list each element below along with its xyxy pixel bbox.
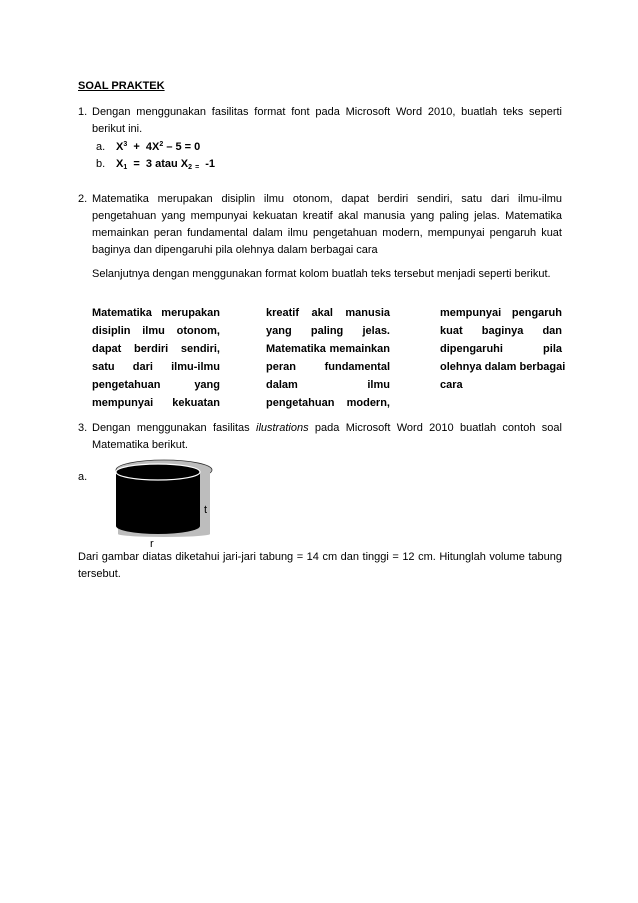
q2-line: baginya dan dipengaruhi pila olehnya dalam berbagai cara xyxy=(92,244,378,256)
q3-text xyxy=(92,420,562,454)
q2-paragraph xyxy=(92,191,562,259)
column-line: mempunyai kekuatan xyxy=(92,397,220,409)
q3-line1-pre: Dengan menggunakan fasilitas xyxy=(92,422,256,434)
q1-a-equation: $X^3 + 4X^2 - 5 = 0$ xyxy=(116,141,201,153)
q3-line2: Matematika berikut. xyxy=(92,439,188,451)
q1-line1: Dengan menggunakan fasilitas format font pada Microsoft Word 2010, buatlah teks seperti xyxy=(92,106,562,118)
column-line: olehnya dalam berbagai xyxy=(440,361,566,373)
q2-instruction: Selanjutnya dengan menggunakan format kolom buatlah teks tersebut menjadi seperti berikut. xyxy=(92,268,551,280)
column-line: kreatif akal manusia xyxy=(266,307,390,319)
cylinder-bottom xyxy=(116,518,200,534)
column-line: kuat baginya dan xyxy=(440,325,562,337)
column-line: dapat berdiri sendiri, xyxy=(92,343,220,355)
q2-line: Matematika merupakan disiplin ilmu otonom, dapat berdiri sendiri, satu dari ilmu-ilmu xyxy=(92,193,562,205)
q3-a-label: a. xyxy=(78,471,88,483)
q2-line: pengetahuan yang mempunyai kekuatan kreatif akal manusia yang paling jelas. Matematika xyxy=(92,210,562,222)
radius-label: r xyxy=(150,538,154,550)
column-line: dalam ilmu xyxy=(266,379,390,391)
column-line: disiplin ilmu otonom, xyxy=(92,325,220,337)
column-line: Matematika merupakan xyxy=(92,307,220,319)
cylinder-top xyxy=(116,464,200,480)
column-line: Matematika memainkan xyxy=(266,343,390,355)
q3-line1-italic: ilustrations xyxy=(256,422,309,434)
column-line: satu dari ilmu-ilmu xyxy=(92,361,220,373)
q2-line: memainkan peran fundamental dalam ilmu pengetahuan modern, mempunyai pengaruh kuat xyxy=(92,227,562,239)
q3-line1-post: pada Microsoft Word 2010 buatlah contoh soal xyxy=(308,422,562,434)
q1-number: 1. xyxy=(78,106,88,118)
page-title: SOAL PRAKTEK xyxy=(78,80,165,92)
column-line: pengetahuan modern, xyxy=(266,397,390,409)
column-line: peran fundamental xyxy=(266,361,390,373)
q2-column-2 xyxy=(266,304,390,412)
q1-text xyxy=(92,104,562,138)
q1-a-label: a. xyxy=(96,141,106,153)
q2-number: 2. xyxy=(78,193,88,205)
q1-line2: berikut ini. xyxy=(92,123,143,135)
q1-b-label: b. xyxy=(96,158,106,170)
q3-problem xyxy=(78,549,562,583)
q3-number: 3. xyxy=(78,422,88,434)
column-line: pengetahuan yang xyxy=(92,379,220,391)
q3-line1 xyxy=(92,420,562,437)
column-line: mempunyai pengaruh xyxy=(440,307,562,319)
q1-b-equation: $X_1 = 3$ atau $X_2$ $_=$ -1 xyxy=(116,158,216,171)
cylinder-illustration xyxy=(112,458,216,538)
q2-column-3 xyxy=(440,304,566,394)
column-line: yang paling jelas. xyxy=(266,325,390,337)
q3-problem-line2: tersebut. xyxy=(78,568,121,580)
q3-problem-line1: Dari gambar diatas diketahui jari-jari tabung = 14 cm dan tinggi = 12 cm. Hitunglah volume tabung xyxy=(78,551,562,563)
height-label: t xyxy=(204,504,208,516)
q2-column-1 xyxy=(92,304,220,412)
column-line: dipengaruhi pila xyxy=(440,343,562,355)
column-line: cara xyxy=(440,379,463,391)
